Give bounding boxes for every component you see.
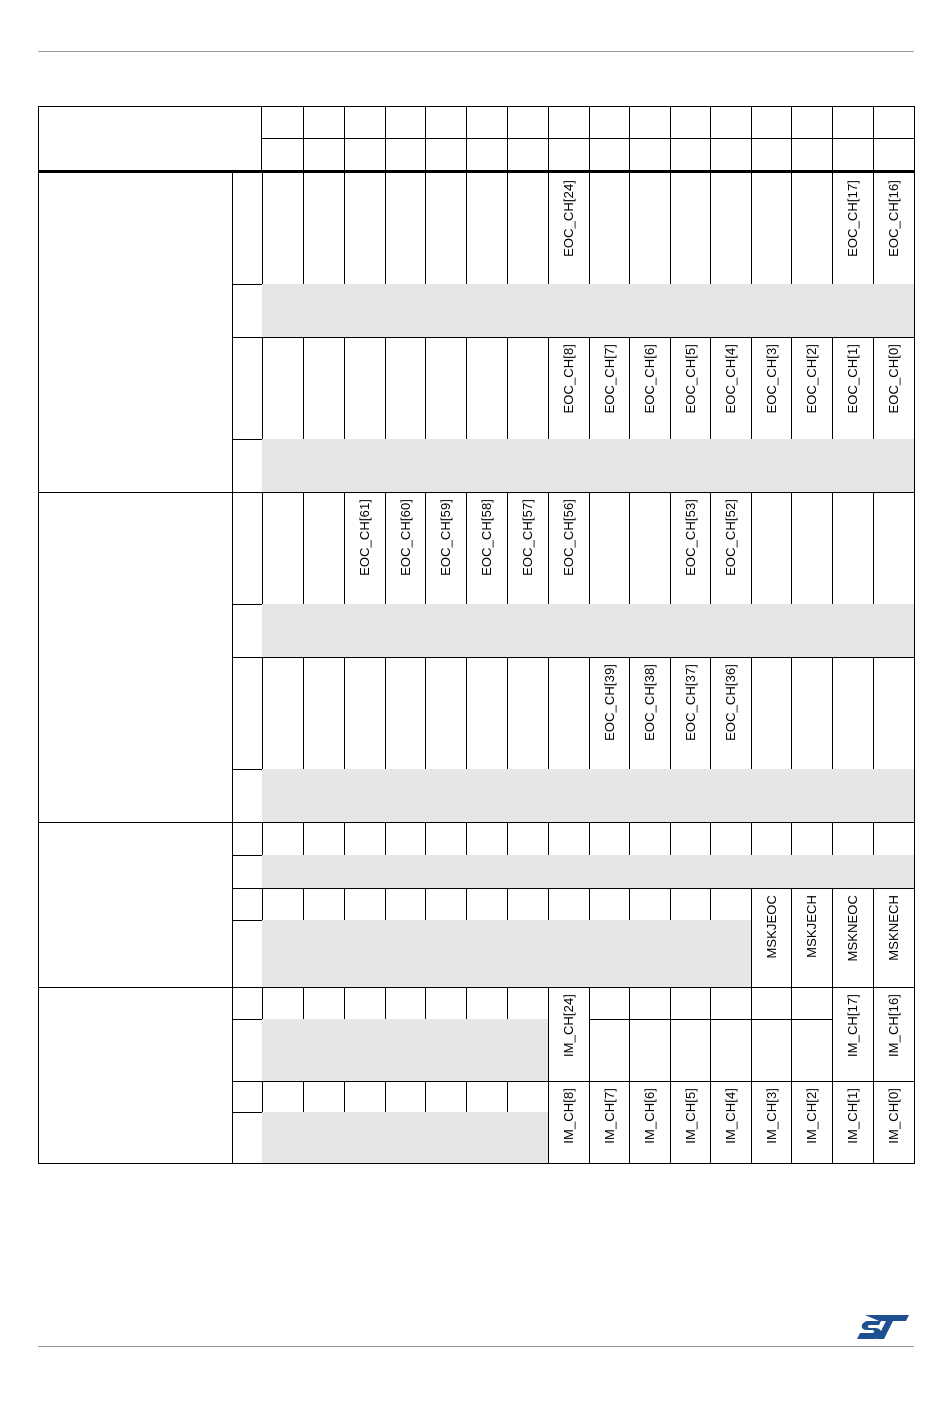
bit-cell (751, 822, 792, 856)
im-bit-label: IM_CH[8] (561, 1088, 576, 1144)
bit-cell (466, 769, 508, 823)
bit-cell (548, 822, 590, 856)
bit-cell (832, 284, 874, 338)
bit-cell (873, 439, 915, 493)
bit-cell (548, 657, 590, 770)
bit-cell (507, 604, 549, 658)
bit-cell (751, 987, 792, 1020)
bit-cell (589, 822, 630, 856)
bit-cell (466, 1081, 508, 1113)
bit-cell (303, 822, 345, 856)
bit-cell (507, 1112, 549, 1164)
bit-cell (548, 769, 590, 823)
header-bit-cell (832, 138, 874, 171)
header-bit-cell (832, 106, 874, 139)
eoc-bit-label: EOC_CH[4] (723, 344, 738, 414)
bit-cell (425, 337, 467, 440)
header-bit-cell (629, 138, 671, 171)
eoc-bit-label: EOC_CH[57] (520, 499, 535, 576)
bit-cell (629, 855, 671, 889)
bit-cell (466, 987, 508, 1020)
header-bit-cell (507, 138, 549, 171)
bit-cell (425, 657, 467, 770)
bit-cell (710, 769, 752, 823)
bit-cell (629, 284, 671, 338)
header-bit-cell (873, 106, 915, 139)
bit-cell (507, 1019, 549, 1082)
bit-cell (751, 657, 792, 770)
bit-cell (751, 492, 792, 605)
bit-cell (548, 604, 590, 658)
eoc-bit-label: EOC_CH[39] (602, 664, 617, 741)
bit-cell (262, 888, 304, 921)
bit-cell (791, 657, 833, 770)
bit-cell (710, 822, 752, 856)
im-bit-label: IM_CH[2] (804, 1088, 819, 1144)
bit-cell (425, 1081, 467, 1113)
bit-cell (385, 439, 426, 493)
mask-bit-label: MSKJECH (804, 895, 819, 958)
bit-cell (751, 284, 792, 338)
eoc-bit-label: EOC_CH[37] (683, 664, 698, 741)
bit-cell (670, 173, 711, 285)
bit-cell (262, 920, 304, 988)
header-bit-cell (425, 106, 467, 139)
bit-cell (791, 284, 833, 338)
bit-cell (589, 439, 630, 493)
bit-cell (832, 822, 874, 856)
bit-cell (425, 604, 467, 658)
offset-cell (232, 439, 263, 493)
bit-cell (303, 769, 345, 823)
eoc-bit-label: EOC_CH[38] (642, 664, 657, 741)
bit-cell (344, 173, 386, 285)
bit-cell (751, 855, 792, 889)
bit-cell (751, 1019, 792, 1082)
bit-cell (873, 657, 915, 770)
bit-cell (629, 1019, 671, 1082)
bit-cell (262, 284, 304, 338)
eoc-bit-label: EOC_CH[2] (804, 344, 819, 414)
bit-cell (589, 284, 630, 338)
bit-cell (507, 987, 549, 1020)
bit-cell (262, 657, 304, 770)
bit-cell (670, 920, 711, 988)
offset-cell (232, 657, 263, 770)
bit-cell (385, 920, 426, 988)
bit-cell (262, 1112, 304, 1164)
header-label-cell (38, 106, 262, 171)
bit-cell (385, 855, 426, 889)
bit-cell (466, 920, 508, 988)
bit-cell (425, 888, 467, 921)
im-bit-label: IM_CH[6] (642, 1088, 657, 1144)
bit-cell (791, 173, 833, 285)
eoc-bit-label: EOC_CH[61] (357, 499, 372, 576)
bit-cell (670, 855, 711, 889)
bit-cell (303, 855, 345, 889)
bit-cell (670, 1019, 711, 1082)
bit-cell (751, 173, 792, 285)
bit-cell (385, 1019, 426, 1082)
im-bit-label: IM_CH[0] (886, 1088, 901, 1144)
bit-cell (507, 769, 549, 823)
bit-cell (385, 769, 426, 823)
bit-cell (589, 604, 630, 658)
bit-cell (262, 1019, 304, 1082)
header-bit-cell (791, 106, 833, 139)
bit-cell (466, 855, 508, 889)
eoc-bit-label: EOC_CH[56] (561, 499, 576, 576)
bit-cell (791, 769, 833, 823)
im-bit-label: IM_CH[17] (845, 994, 860, 1058)
bit-cell (344, 284, 386, 338)
im-bit-label: IM_CH[16] (886, 994, 901, 1058)
bit-cell (344, 657, 386, 770)
bit-cell (385, 284, 426, 338)
header-bit-cell (791, 138, 833, 171)
offset-cell (232, 987, 263, 1020)
header-bit-cell (710, 138, 752, 171)
mask-bit-label: MSKJEOC (764, 895, 779, 959)
bit-cell (629, 822, 671, 856)
bit-cell (751, 604, 792, 658)
bit-cell (670, 888, 711, 921)
bit-cell (589, 769, 630, 823)
im-bit-label: IM_CH[24] (561, 994, 576, 1058)
bit-cell (751, 439, 792, 493)
bit-cell (466, 1019, 508, 1082)
offset-cell (232, 888, 263, 921)
bit-cell (710, 1019, 752, 1082)
offset-cell (232, 855, 263, 889)
bit-cell (832, 657, 874, 770)
bit-cell (589, 173, 630, 285)
offset-cell (232, 173, 263, 285)
bit-cell (710, 439, 752, 493)
bit-cell (303, 1081, 345, 1113)
bit-cell (425, 1019, 467, 1082)
eoc-bit-label: EOC_CH[59] (438, 499, 453, 576)
eoc-bit-label: EOC_CH[1] (845, 344, 860, 414)
bit-cell (262, 987, 304, 1020)
bit-cell (425, 920, 467, 988)
bit-cell (262, 855, 304, 889)
header-bit-cell (670, 106, 711, 139)
bit-cell (710, 604, 752, 658)
bit-cell (466, 657, 508, 770)
header-bit-cell (751, 138, 792, 171)
bit-cell (710, 173, 752, 285)
bit-cell (344, 920, 386, 988)
bit-cell (466, 173, 508, 285)
bit-cell (832, 492, 874, 605)
bit-cell (262, 439, 304, 493)
bit-cell (629, 920, 671, 988)
bit-cell (425, 439, 467, 493)
bit-cell (629, 888, 671, 921)
mask-bit-label: MSKNECH (886, 895, 901, 961)
bit-cell (425, 855, 467, 889)
offset-cell (232, 1081, 263, 1113)
bit-cell (670, 822, 711, 856)
bit-cell (873, 492, 915, 605)
bit-cell (344, 769, 386, 823)
bit-cell (344, 822, 386, 856)
eoc-bit-label: EOC_CH[7] (602, 344, 617, 414)
bit-cell (710, 987, 752, 1020)
bit-cell (873, 855, 915, 889)
mask-bit-label: MSKNEOC (845, 895, 860, 962)
bit-cell (589, 1019, 630, 1082)
bit-cell (589, 492, 630, 605)
offset-cell (232, 822, 263, 856)
bit-cell (670, 439, 711, 493)
header-bit-cell (710, 106, 752, 139)
bit-cell (262, 492, 304, 605)
bit-cell (425, 987, 467, 1020)
bit-cell (548, 439, 590, 493)
bit-cell (507, 439, 549, 493)
bit-cell (385, 604, 426, 658)
header-bit-cell (262, 106, 304, 139)
bit-cell (670, 284, 711, 338)
bit-cell (344, 855, 386, 889)
register-eoc-low-name-cell (38, 173, 233, 493)
header-bit-cell (262, 138, 304, 171)
eoc-bit-label: EOC_CH[36] (723, 664, 738, 741)
bit-cell (507, 337, 549, 440)
eoc-bit-label: EOC_CH[6] (642, 344, 657, 414)
bit-cell (303, 920, 345, 988)
bit-cell (710, 855, 752, 889)
bit-cell (262, 1081, 304, 1113)
bit-cell (425, 284, 467, 338)
bit-cell (385, 1081, 426, 1113)
bit-cell (385, 822, 426, 856)
register-im-name-cell (38, 987, 233, 1164)
bit-cell (466, 888, 508, 921)
header-bit-cell (303, 106, 345, 139)
bit-cell (385, 337, 426, 440)
eoc-bit-label: EOC_CH[58] (479, 499, 494, 576)
header-bit-cell (507, 106, 549, 139)
offset-cell (232, 1112, 263, 1164)
bit-cell (425, 822, 467, 856)
bit-cell (548, 855, 590, 889)
eoc-bit-label: EOC_CH[24] (561, 180, 576, 257)
bit-cell (344, 987, 386, 1020)
bit-cell (548, 920, 590, 988)
bit-cell (507, 284, 549, 338)
header-bit-cell (303, 138, 345, 171)
bit-cell (262, 337, 304, 440)
bit-cell (425, 769, 467, 823)
bit-cell (629, 987, 671, 1020)
bit-cell (466, 1112, 508, 1164)
header-bit-cell (548, 106, 590, 139)
bit-cell (589, 987, 630, 1020)
bit-cell (466, 439, 508, 493)
bit-cell (385, 657, 426, 770)
bit-cell (466, 284, 508, 338)
bit-cell (873, 822, 915, 856)
bit-cell (710, 920, 752, 988)
offset-cell (232, 604, 263, 658)
header-bit-cell (425, 138, 467, 171)
bit-cell (791, 492, 833, 605)
im-bit-label: IM_CH[3] (764, 1088, 779, 1144)
bit-cell (385, 888, 426, 921)
bit-cell (791, 1019, 833, 1082)
bit-cell (303, 439, 345, 493)
bit-cell (791, 822, 833, 856)
bit-cell (873, 604, 915, 658)
offset-cell (232, 492, 263, 605)
bit-cell (344, 1019, 386, 1082)
eoc-bit-label: EOC_CH[5] (683, 344, 698, 414)
header-bit-cell (385, 138, 426, 171)
bit-cell (303, 987, 345, 1020)
bit-cell (507, 173, 549, 285)
offset-cell (232, 769, 263, 823)
header-bit-cell (589, 138, 630, 171)
bit-cell (548, 888, 590, 921)
im-bit-label: IM_CH[1] (845, 1088, 860, 1144)
bit-cell (629, 439, 671, 493)
bit-cell (507, 855, 549, 889)
bit-cell (589, 855, 630, 889)
bit-cell (629, 173, 671, 285)
bit-cell (507, 920, 549, 988)
bit-cell (344, 1112, 386, 1164)
bit-cell (385, 987, 426, 1020)
bit-cell (629, 769, 671, 823)
eoc-bit-label: EOC_CH[0] (886, 344, 901, 414)
bit-cell (385, 173, 426, 285)
bit-cell (548, 284, 590, 338)
header-bit-cell (344, 106, 386, 139)
bit-cell (873, 769, 915, 823)
header-bit-cell (751, 106, 792, 139)
bit-cell (507, 888, 549, 921)
bit-cell (791, 855, 833, 889)
bit-cell (832, 439, 874, 493)
bit-cell (507, 657, 549, 770)
eoc-bit-label: EOC_CH[8] (561, 344, 576, 414)
bit-cell (303, 888, 345, 921)
bit-cell (425, 1112, 467, 1164)
offset-cell (232, 284, 263, 338)
eoc-bit-label: EOC_CH[60] (398, 499, 413, 576)
header-bit-cell (670, 138, 711, 171)
bit-cell (262, 604, 304, 658)
bit-cell (466, 604, 508, 658)
header-bit-cell (629, 106, 671, 139)
im-bit-label: IM_CH[4] (723, 1088, 738, 1144)
bit-cell (303, 604, 345, 658)
bit-cell (832, 855, 874, 889)
bit-cell (629, 604, 671, 658)
bit-cell (589, 920, 630, 988)
bit-cell (507, 822, 549, 856)
bit-cell (344, 439, 386, 493)
eoc-bit-label: EOC_CH[3] (764, 344, 779, 414)
offset-cell (232, 1019, 263, 1082)
bit-cell (303, 173, 345, 285)
bit-cell (303, 657, 345, 770)
register-mask-name-cell (38, 822, 233, 988)
bit-cell (262, 173, 304, 285)
offset-cell (232, 337, 263, 440)
bit-cell (344, 1081, 386, 1113)
header-bit-cell (548, 138, 590, 171)
bit-cell (791, 439, 833, 493)
bit-cell (425, 173, 467, 285)
im-bit-label: IM_CH[5] (683, 1088, 698, 1144)
eoc-bit-label: EOC_CH[17] (845, 180, 860, 257)
header-bit-cell (344, 138, 386, 171)
bit-cell (344, 888, 386, 921)
bit-cell (303, 492, 345, 605)
bit-cell (832, 769, 874, 823)
eoc-bit-label: EOC_CH[52] (723, 499, 738, 576)
header-bit-cell (589, 106, 630, 139)
offset-cell (232, 920, 263, 988)
bit-cell (344, 337, 386, 440)
bit-cell (670, 987, 711, 1020)
bit-cell (262, 769, 304, 823)
bit-cell (629, 492, 671, 605)
eoc-bit-label: EOC_CH[53] (683, 499, 698, 576)
header-bit-cell (466, 138, 508, 171)
bit-cell (710, 888, 752, 921)
bit-cell (670, 769, 711, 823)
bit-cell (262, 822, 304, 856)
header-bit-cell (385, 106, 426, 139)
bit-cell (791, 987, 833, 1020)
bit-cell (385, 1112, 426, 1164)
st-logo-icon (855, 1312, 911, 1342)
bit-cell (466, 337, 508, 440)
header-bit-cell (466, 106, 508, 139)
bit-cell (303, 284, 345, 338)
bit-cell (589, 888, 630, 921)
bit-cell (791, 604, 833, 658)
im-bit-label: IM_CH[7] (602, 1088, 617, 1144)
bit-cell (710, 284, 752, 338)
bit-cell (303, 1019, 345, 1082)
bit-cell (466, 822, 508, 856)
bit-cell (873, 284, 915, 338)
bit-cell (670, 604, 711, 658)
header-bit-cell (873, 138, 915, 171)
bit-cell (344, 604, 386, 658)
bit-cell (751, 769, 792, 823)
bit-cell (832, 604, 874, 658)
bit-cell (303, 337, 345, 440)
register-eoc-high-name-cell (38, 492, 233, 823)
bit-cell (303, 1112, 345, 1164)
eoc-bit-label: EOC_CH[16] (886, 180, 901, 257)
bit-cell (507, 1081, 549, 1113)
